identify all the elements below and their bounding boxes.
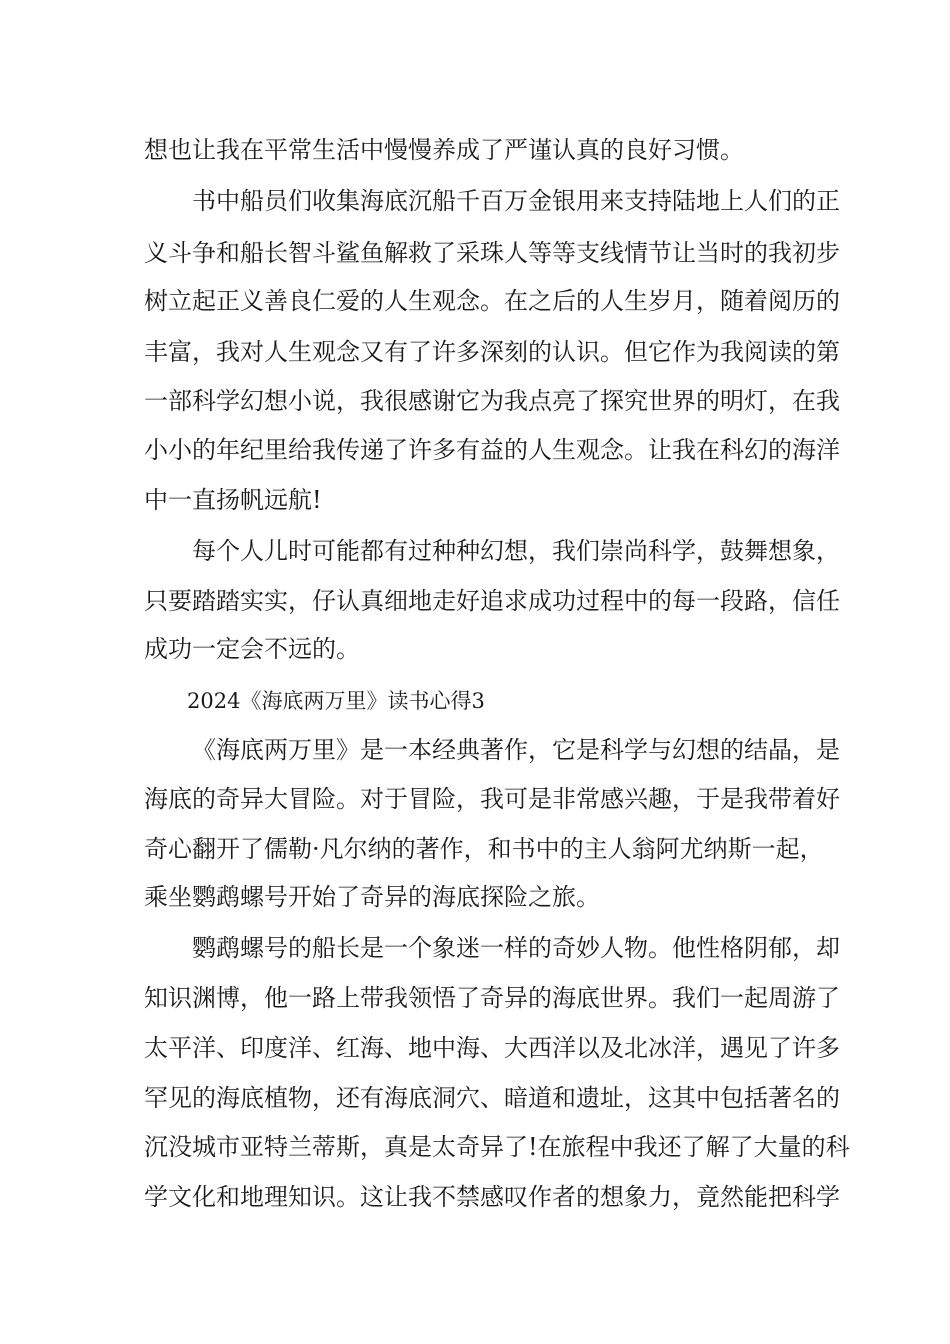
text-line: 丰富，我对人生观念又有了许多深刻的认识。但它作为我阅读的第 <box>144 338 840 366</box>
section-heading: 2024《海底两万里》读书心得3 <box>187 689 485 713</box>
text-line: 只要踏踏实实，仔认真细地走好追求成功过程中的每一段路，信任 <box>144 587 840 615</box>
text-line: 鹦鹉螺号的船长是一个象迷一样的奇妙人物。他性格阴郁，却 <box>192 934 840 962</box>
text-line: 成功一定会不远的。 <box>144 635 360 663</box>
text-line: 小小的年纪里给我传递了许多有益的人生观念。让我在科幻的海洋 <box>144 436 840 464</box>
text-line: 义斗争和船长智斗鲨鱼解救了采珠人等等支线情节让当时的我初步 <box>144 239 840 267</box>
text-line: 《海底两万里》是一本经典著作，它是科学与幻想的结晶，是 <box>192 736 840 764</box>
text-line: 太平洋、印度洋、红海、地中海、大西洋以及北冰洋，遇见了许多 <box>144 1034 840 1062</box>
text-line: 想也让我在平常生活中慢慢养成了严谨认真的良好习惯。 <box>144 136 744 164</box>
text-line: 知识渊博，他一路上带我领悟了奇异的海底世界。我们一起周游了 <box>144 984 840 1012</box>
text-line: 中一直扬帆远航! <box>144 486 322 514</box>
text-line: 沉没城市亚特兰蒂斯，真是太奇异了!在旅程中我还了解了大量的科 <box>144 1133 850 1161</box>
text-line: 书中船员们收集海底沉船千百万金银用来支持陆地上人们的正 <box>192 187 840 215</box>
text-line: 罕见的海底植物，还有海底洞穴、暗道和遗址，这其中包括著名的 <box>144 1084 840 1112</box>
text-line: 一部科学幻想小说，我很感谢它为我点亮了探究世界的明灯，在我 <box>144 387 840 415</box>
text-line: 海底的奇异大冒险。对于冒险，我可是非常感兴趣，于是我带着好 <box>144 785 840 813</box>
text-line: 奇心翻开了儒勒·凡尔纳的著作，和书中的主人翁阿尤纳斯一起， <box>144 835 824 863</box>
text-line: 树立起正义善良仁爱的人生观念。在之后的人生岁月，随着阅历的 <box>144 287 840 315</box>
text-line: 乘坐鹦鹉螺号开始了奇异的海底探险之旅。 <box>144 883 600 911</box>
text-line: 每个人儿时可能都有过种种幻想，我们崇尚科学，鼓舞想象， <box>192 537 840 565</box>
text-line: 学文化和地理知识。这让我不禁感叹作者的想象力，竟然能把科学 <box>144 1183 840 1211</box>
